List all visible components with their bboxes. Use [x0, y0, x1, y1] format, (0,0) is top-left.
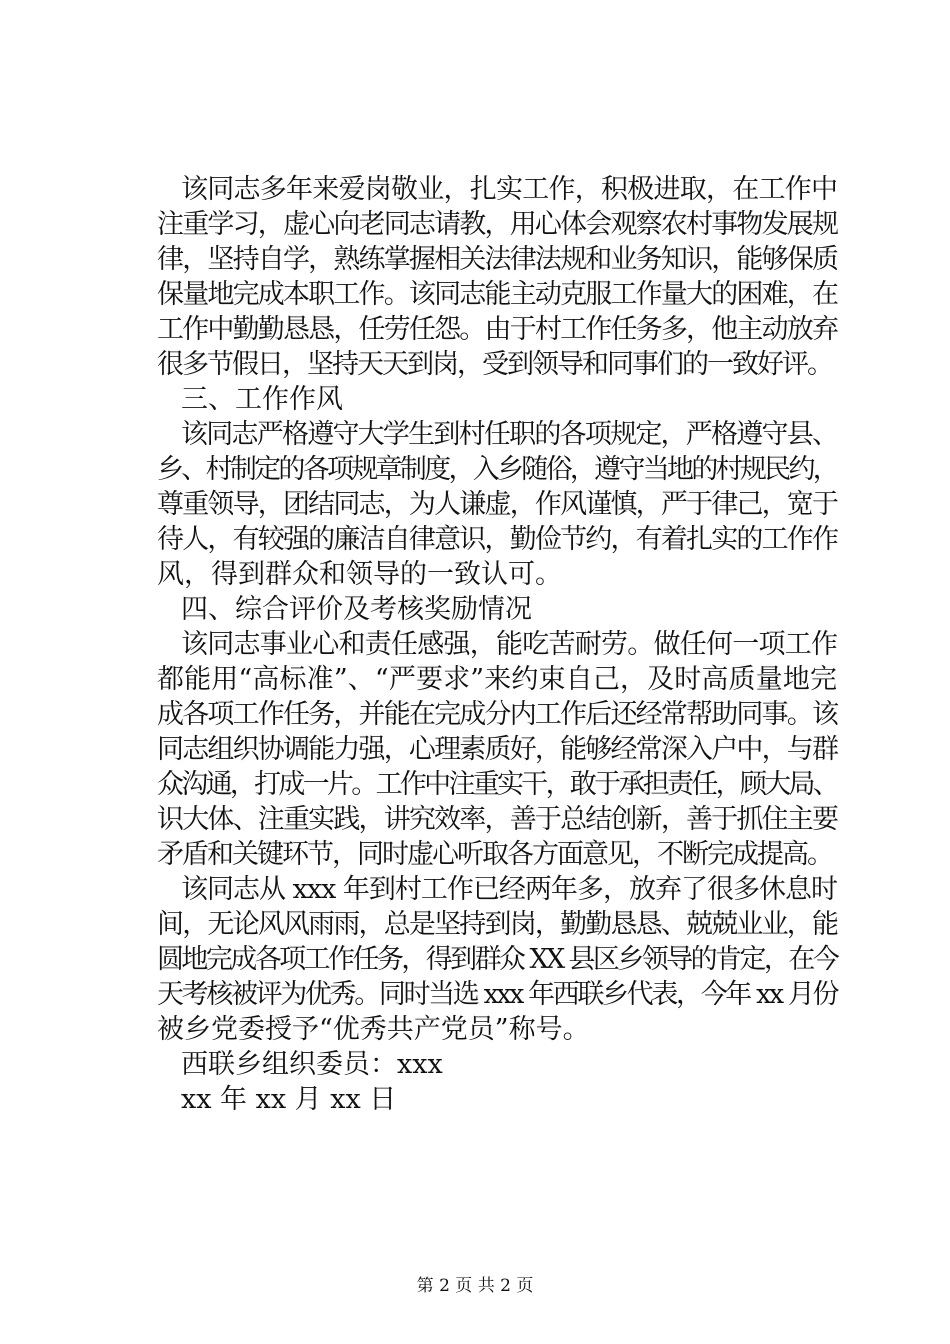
document-line: 众沟通，打成一片。工作中注重实干，敢于承担责任，顾大局、 [157, 769, 837, 800]
page-footer: 第 2 页 共 2 页 [416, 1276, 534, 1296]
document-line: 三、工作作风 [181, 384, 343, 415]
document-line: 尊重领导，团结同志，为人谦虚，作风谨慎，严于律己，宽于 [157, 489, 837, 520]
document-line: 该同志严格遵守大学生到村任职的各项规定，严格遵守县、 [181, 419, 837, 450]
document-line: 待人，有较强的廉洁自律意识，勤俭节约，有着扎实的工作作 [157, 524, 837, 555]
document-line: 工作中勤勤恳恳，任劳任怨。由于村工作任务多，他主动放弃 [157, 314, 837, 345]
document-line: 圆地完成各项工作任务，得到群众 XX 县区乡领导的肯定，在今 [157, 944, 837, 975]
document-line: 都能用“高标准”、“严要求”来约束自己，及时高质量地完 [157, 664, 837, 695]
document-line: xx 年 xx 月 xx 日 [181, 1084, 397, 1115]
document-line: 保量地完成本职工作。该同志能主动克服工作量大的困难，在 [157, 279, 837, 310]
document-line: 识大体、注重实践，讲究效率，善于总结创新，善于抓住主要 [157, 804, 837, 835]
document-line: 四、综合评价及考核奖励情况 [181, 594, 532, 625]
document-line: 同志组织协调能力强，心理素质好，能够经常深入户中，与群 [157, 734, 837, 765]
document-line: 矛盾和关键环节，同时虚心听取各方面意见，不断完成提高。 [157, 839, 832, 870]
document-line: 成各项工作任务，并能在完成分内工作后还经常帮助同事。该 [157, 699, 837, 730]
document-line: 很多节假日，坚持天天到岗，受到领导和同事们的一致好评。 [157, 349, 832, 380]
document-line: 西联乡组织委员：xxx [181, 1049, 443, 1080]
document-body [157, 172, 837, 1117]
document-line: 律，坚持自学，熟练掌握相关法律法规和业务知识，能够保质 [157, 244, 837, 275]
document-line: 乡、村制定的各项规章制度，入乡随俗，遵守当地的村规民约， [157, 454, 837, 485]
document-line: 该同志多年来爱岗敬业，扎实工作，积极进取，在工作中 [181, 174, 838, 205]
document-line: 该同志从 xxx 年到村工作已经两年多，放弃了很多休息时 [181, 874, 837, 905]
document-line: 天考核被评为优秀。同时当选 xxx 年西联乡代表，今年 xx 月份 [157, 979, 837, 1010]
document-line: 风，得到群众和领导的一致认可。 [157, 559, 562, 590]
document-line: 被乡党委授予“优秀共产党员”称号。 [157, 1014, 590, 1045]
document-line: 注重学习，虚心向老同志请教，用心体会观察农村事物发展规 [157, 209, 837, 240]
document-line: 间，无论风风雨雨，总是坚持到岗，勤勤恳恳、兢兢业业，能 [157, 909, 837, 940]
document-line: 该同志事业心和责任感强，能吃苦耐劳。做任何一项工作 [181, 629, 838, 660]
